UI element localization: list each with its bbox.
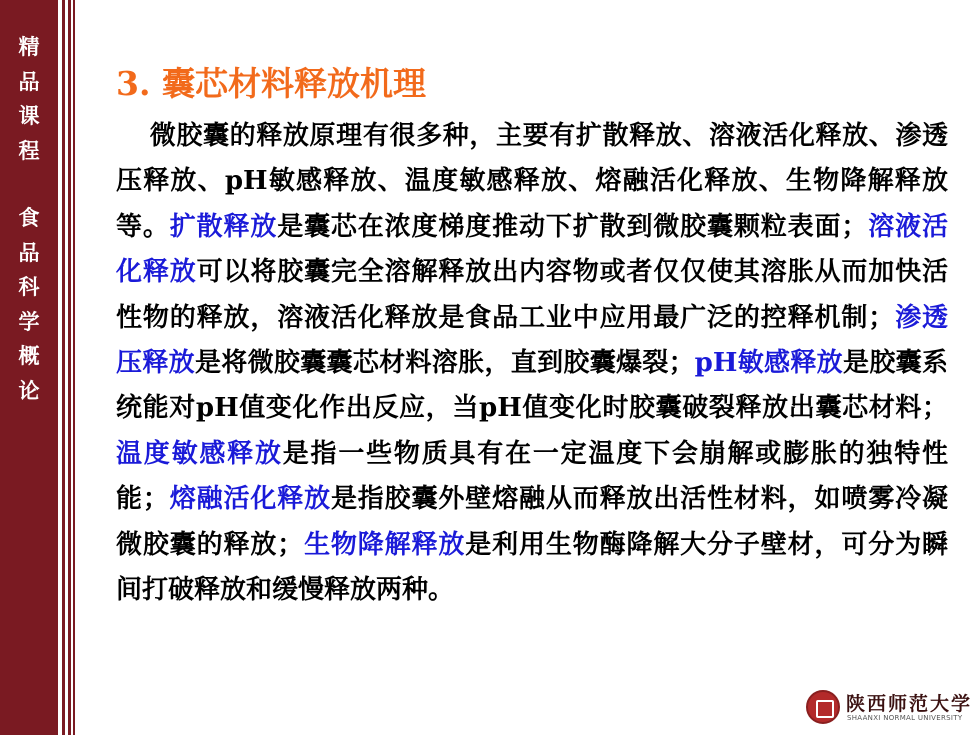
term-melt-activated-release: 熔融活化释放 <box>168 484 331 515</box>
body-paragraph <box>116 114 948 613</box>
body-text: 是指胶囊外壁熔融从而释放出活性材料，如喷雾冷凝微胶囊的释放； <box>116 484 948 560</box>
body-text: 是利用生物酶降解大分子壁材，可分为瞬间打破释放和缓慢释放两种。 <box>116 529 948 606</box>
sidebar-gap <box>0 168 58 201</box>
sidebar-char: 食 <box>18 206 40 230</box>
body-text: 可以将胶囊完全溶解释放出内容物或者仅仅使其溶胀从而加快活性物的释放，溶液活化释放是食品工业中应用最广泛的控释机制； <box>116 257 948 333</box>
sidebar-char: 品 <box>18 240 40 265</box>
term-solution-activated-release: 溶液活化释放 <box>116 211 948 288</box>
sidebar-vertical-title <box>0 30 58 408</box>
term-osmotic-release: 渗透压释放 <box>116 302 948 379</box>
term-temperature-sensitive-release: 温度敏感释放 <box>116 438 283 469</box>
sidebar-char: 程 <box>18 138 40 163</box>
sidebar-stripe <box>73 0 75 735</box>
university-seal-icon <box>806 690 840 724</box>
term-biodegradation-release: 生物降解释放 <box>303 529 466 560</box>
sidebar-stripe <box>68 0 71 735</box>
slide-title: 3. 囊芯材料释放机理 <box>116 64 426 103</box>
university-name-english: SHAANXI NORMAL UNIVERSITY <box>847 714 963 722</box>
sidebar-char: 科 <box>18 275 40 299</box>
body-text: 是胶囊系统能对pH值变化作出反应，当pH值变化时胶囊破裂释放出囊芯材料； <box>116 348 948 424</box>
body-text: 微胶囊的释放原理有很多种，主要有扩散释放、溶液活化释放、渗透压释放、pH敏感释放、温度敏感释放、熔融活化释放、生物降解释放等。 <box>116 121 948 242</box>
university-name: 陕西师范大学 <box>846 693 973 715</box>
sidebar-char: 精 <box>18 35 40 59</box>
sidebar-band <box>0 0 58 735</box>
sidebar-char: 品 <box>18 69 40 94</box>
sidebar-char: 概 <box>18 344 40 368</box>
slide-body <box>116 114 948 613</box>
body-text: 是囊芯在浓度梯度推动下扩散到微胶囊颗粒表面； <box>277 211 868 242</box>
university-logo <box>806 688 976 728</box>
term-diffusion-release: 扩散释放 <box>169 211 278 242</box>
sidebar-char: 论 <box>18 378 40 403</box>
term-ph-sensitive-release: pH敏感释放 <box>694 348 844 379</box>
sidebar-char: 课 <box>18 104 40 128</box>
body-text: 是指一些物质具有在一定温度下会崩解或膨胀的独特性能； <box>116 438 948 515</box>
sidebar-char: 学 <box>18 309 40 334</box>
body-text: 是将微胶囊囊芯材料溶胀，直到胶囊爆裂； <box>194 348 695 379</box>
sidebar-stripe <box>62 0 65 735</box>
